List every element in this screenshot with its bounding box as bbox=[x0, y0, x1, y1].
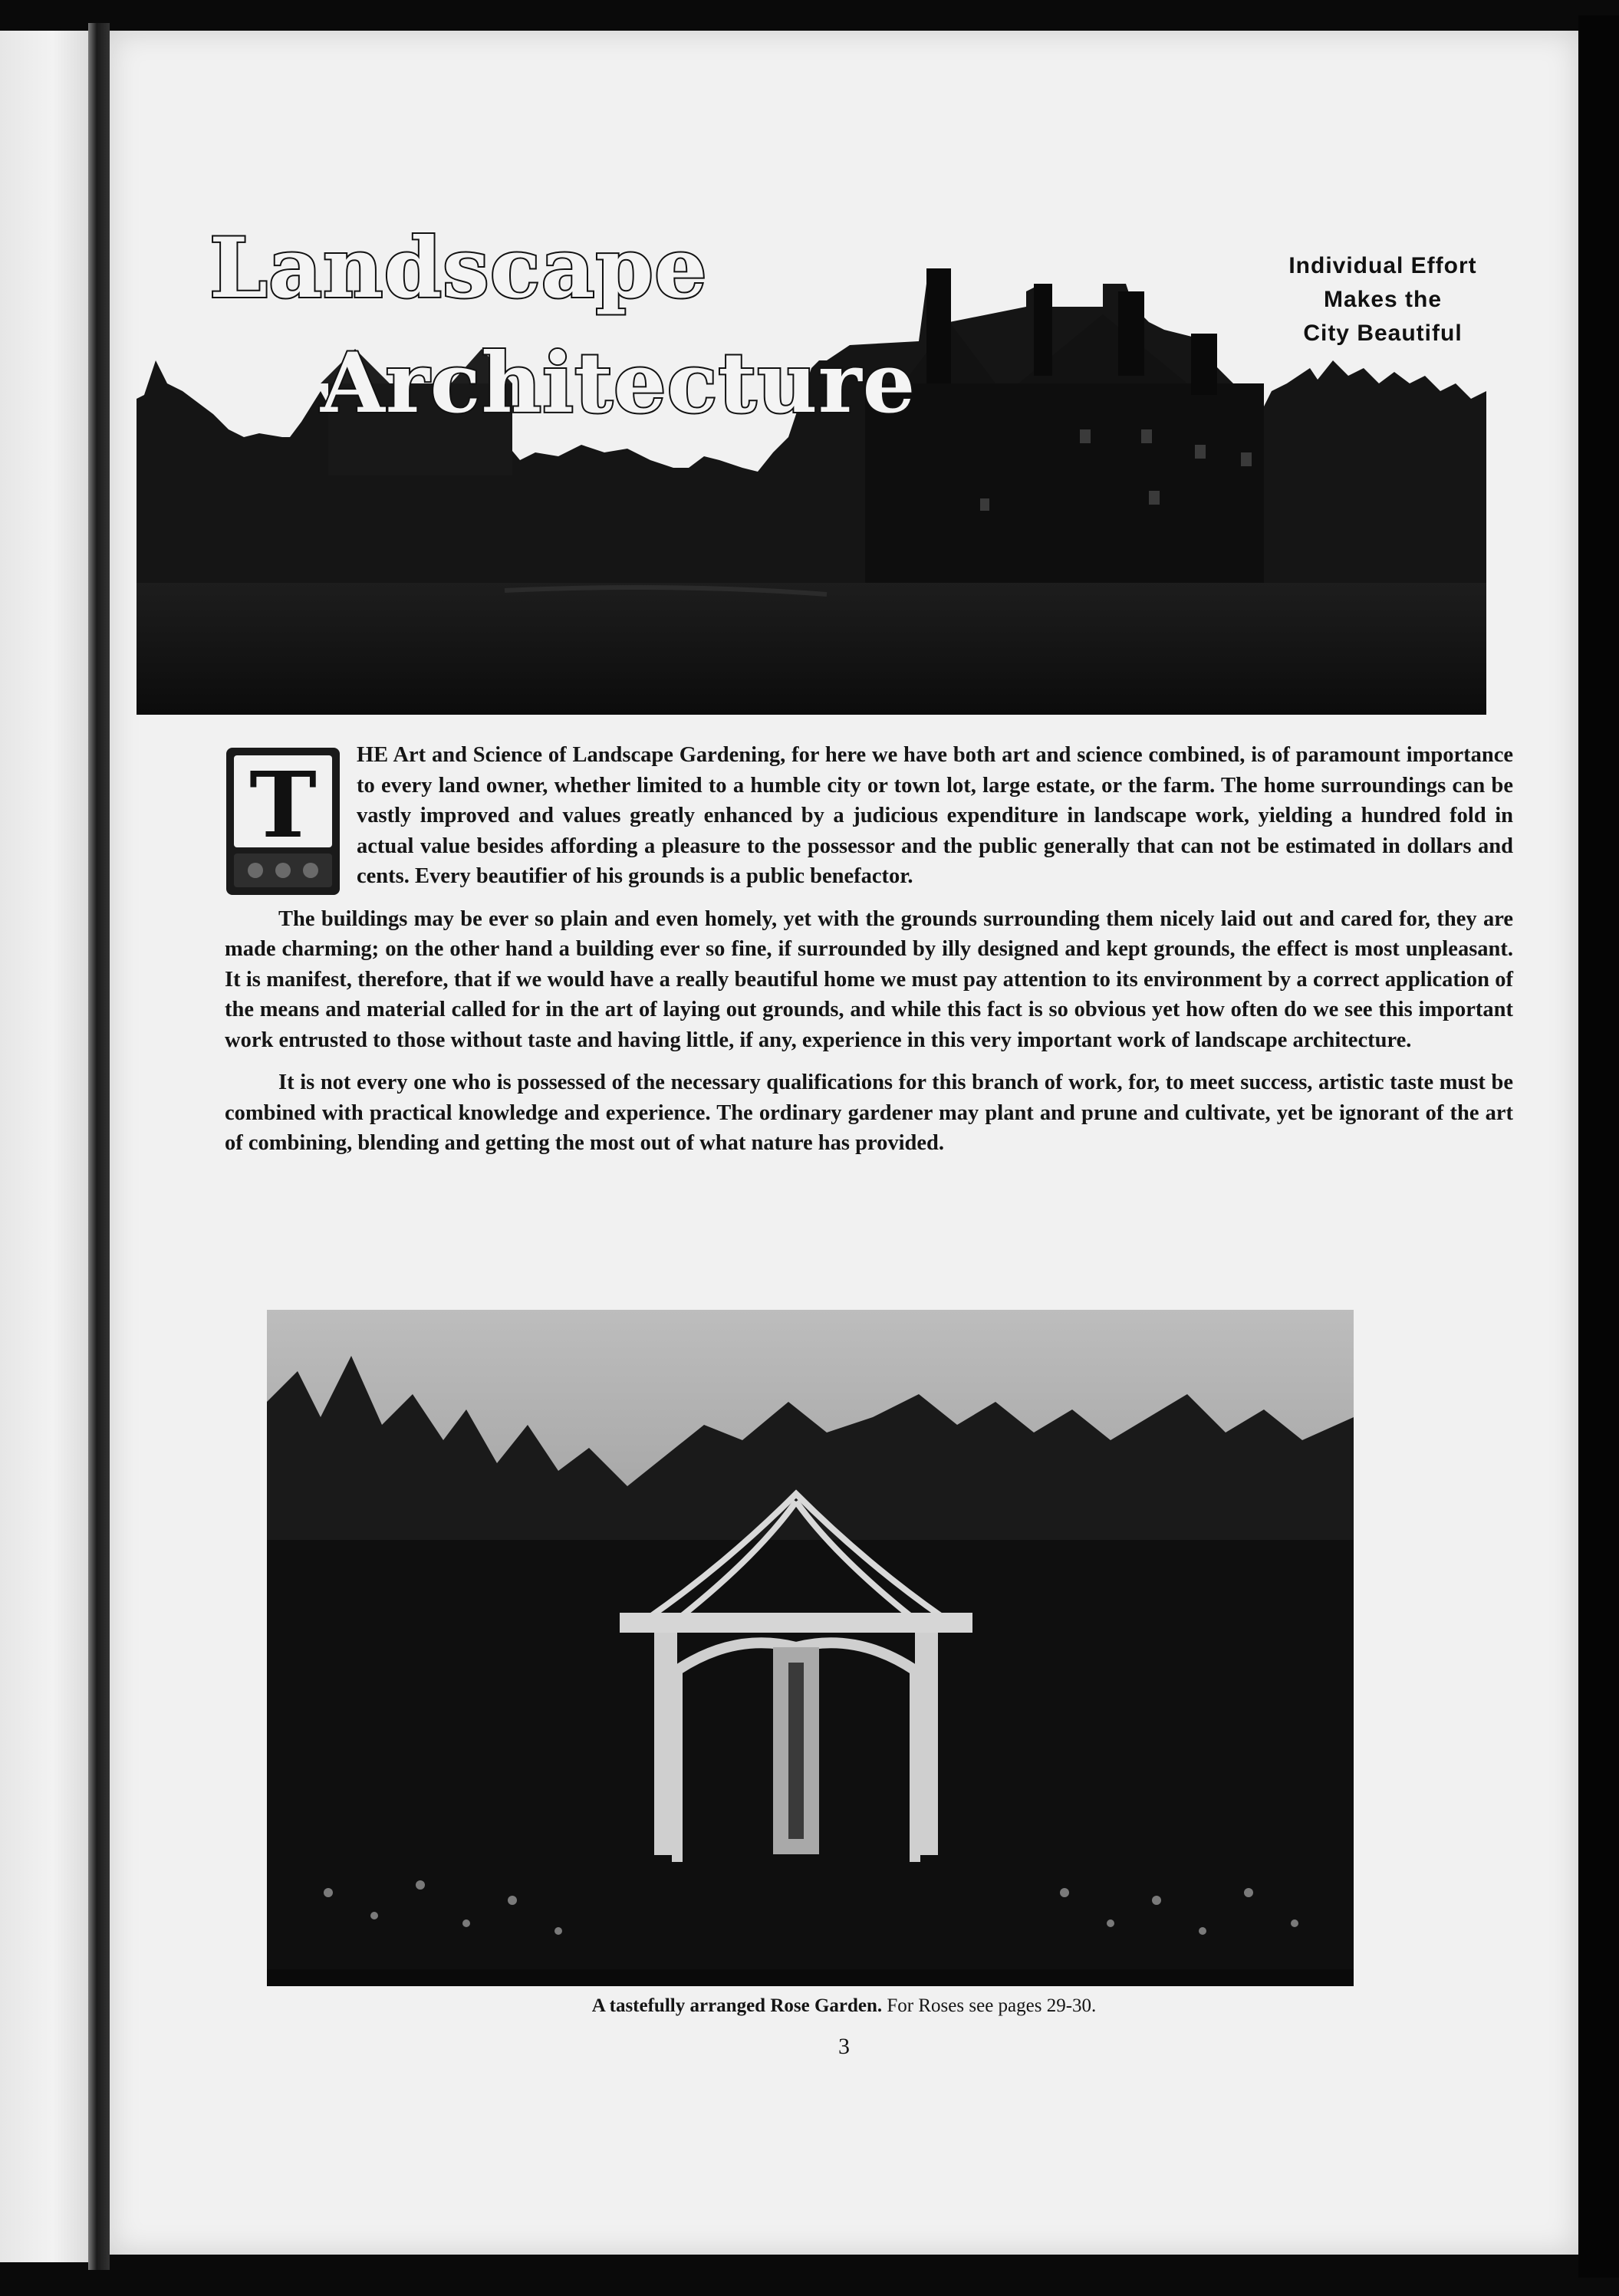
page-title bbox=[209, 211, 976, 441]
title-line-2: Architecture bbox=[321, 335, 916, 432]
figure-caption bbox=[110, 1995, 1578, 2017]
scan-border bbox=[1578, 15, 1619, 2278]
paragraph-3: It is not every one who is possessed of the necessary qualifications for this branch of work, for, to meet success, artistic taste must be combined with practical knowledge and experience. The ordinary gardener may plant and prune and cultivate, yet be ignorant of the art of combining, blending and getting the most out of what nature has provided. bbox=[225, 1071, 1513, 1155]
slogan-line-3: City Beautiful bbox=[1303, 321, 1463, 346]
article-body bbox=[225, 740, 1513, 1171]
caption-rest: For Roses see pages 29-30. bbox=[887, 1995, 1097, 2016]
slogan-line-2: Makes the bbox=[1323, 287, 1443, 312]
caption-bold: A tastefully arranged Rose Garden. bbox=[591, 1995, 883, 2016]
page bbox=[110, 31, 1578, 2255]
rose-garden-photo bbox=[267, 1310, 1354, 1986]
facing-page-edge bbox=[0, 31, 88, 2262]
paragraph-1: HE Art and Science of Landscape Gardening, for here we have both art and science combined, is of paramount importance to every land owner, whether limited to a humble city or town lot, large estate, or the farm. The home surroundings can be vastly improved and values greatly enhanced by a judicious expenditure in landscape work, yielding a hundred fold in actual value besides affording a pleasure to the possessor and the public generally that can not be estimated in dollars and cents. Every beautifier of his grounds is a public benefactor. bbox=[357, 743, 1513, 888]
drop-cap bbox=[225, 746, 341, 896]
slogan bbox=[1183, 249, 1582, 350]
slogan-line-1: Individual Effort bbox=[1288, 253, 1477, 278]
page-number: 3 bbox=[838, 2034, 850, 2059]
drop-cap-letter: T bbox=[249, 752, 317, 858]
title-line-1: Landscape bbox=[209, 220, 708, 317]
book-gutter bbox=[88, 23, 110, 2270]
paragraph-2: The buildings may be ever so plain and even homely, yet with the grounds surrounding them nicely laid out and cared for, they are made charming; on the other hand a building ever so fine, if surrounded by illy designed and kept grounds, the effect is most unpleasant. It is manifest, therefore, that if we would have a really beautiful home we must pay attention to its environment by a correct application of the means and material called for in the art of laying out grounds, and while this fact is so obvious yet how often do we see this important work entrusted to those without taste and having little, if any, experience in this very important work of landscape architecture. bbox=[225, 906, 1513, 1052]
